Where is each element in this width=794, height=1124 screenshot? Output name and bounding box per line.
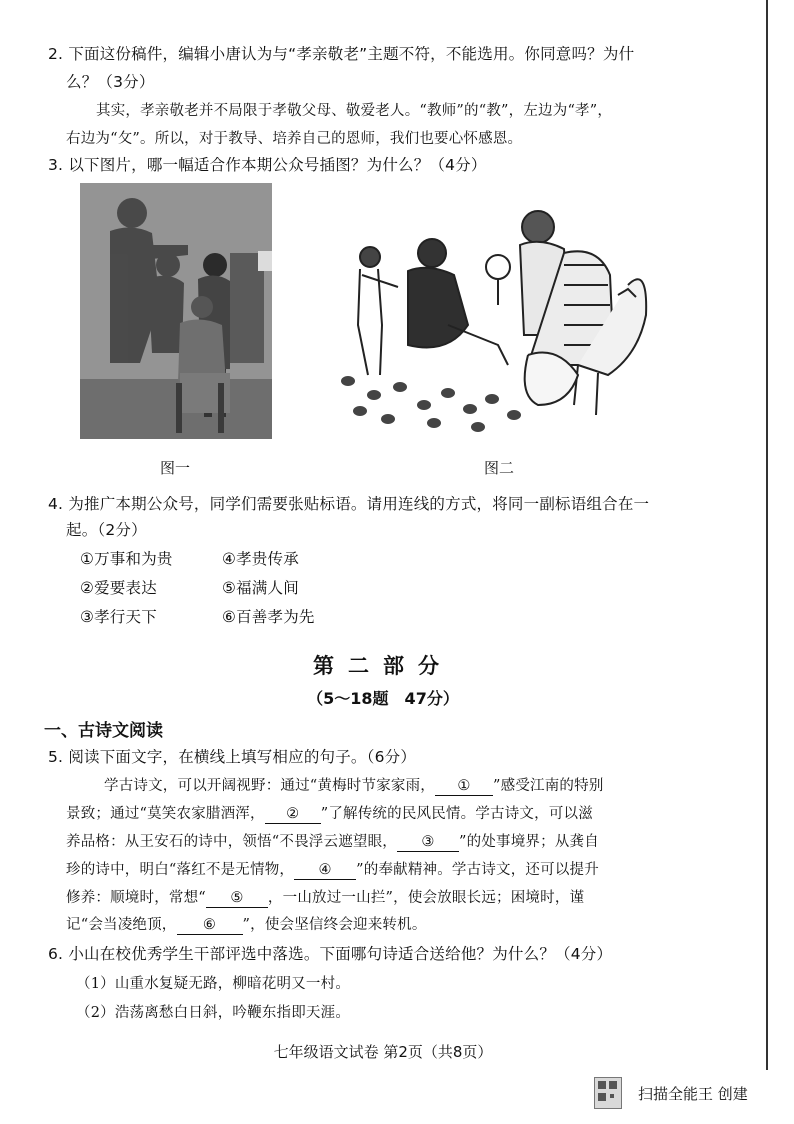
q5-passage-line4: 珍的诗中，明白“落红不是无情物， ④ ”的奉献精神。学古诗文，还可以提升 (66, 862, 599, 878)
answer-blank-1[interactable]: ① (435, 779, 493, 796)
q5-passage-line5: 修养：顺境时，常想“ ⑤ ，一山放过一山拦”，使会放眼长远；困境时，谨 (66, 890, 585, 906)
answer-blank-3[interactable]: ③ (397, 835, 459, 852)
figure-1-image (80, 183, 272, 439)
section-heading-classical-poetry: 一、古诗文阅读 (44, 721, 163, 741)
answer-blank-4[interactable]: ④ (294, 863, 356, 880)
slogan-left-2: ②爱要表达 (80, 579, 157, 597)
q2-passage-line1: 其实，孝亲敬老并不局限于孝敬父母、敬爱老人。“教师”的“教”，左边为“孝”， (96, 103, 613, 119)
qr-code-icon (594, 1077, 622, 1109)
q4-stem-line2: 起。（2分） (66, 521, 147, 539)
slogan-right-5: ⑤福满人间 (222, 579, 299, 597)
q3-stem: 3. 以下图片，哪一幅适合作本期公众号插图？为什么？（4分） (48, 156, 487, 174)
page-border-line (766, 0, 768, 1070)
part-two-subtitle: （5～18题 47分） (307, 689, 459, 708)
figure-2-image (328, 205, 668, 437)
q2-stem-line1: 2. 下面这份稿件，编辑小唐认为与“孝亲敬老”主题不符，不能选用。你同意吗？为什 (48, 45, 635, 63)
slogan-right-6: ⑥百善孝为先 (222, 608, 315, 626)
q6-option-1: （1）山重水复疑无路，柳暗花明又一村。 (76, 976, 351, 992)
answer-blank-2[interactable]: ② (265, 807, 321, 824)
q5-stem: 5. 阅读下面文字，在横线上填写相应的句子。（6分） (48, 748, 417, 766)
q2-stem-line2: 么？（3分） (66, 73, 155, 91)
q2-passage-line2: 右边为“攵”。所以，对于教导、培养自己的恩师，我们也要心怀感恩。 (66, 131, 523, 147)
figure-2-caption: 图二 (484, 459, 515, 477)
slogan-left-3: ③孝行天下 (80, 608, 157, 626)
scanner-app-label: 扫描全能王 创建 (638, 1084, 748, 1103)
answer-blank-5[interactable]: ⑤ (206, 891, 268, 908)
q4-stem-line1: 4. 为推广本期公众号，同学们需要张贴标语。请用连线的方式，将同一副标语组合在一 (48, 495, 650, 513)
part-two-title: 第二部分 (313, 654, 453, 678)
slogan-left-1: ①万事和为贵 (80, 550, 173, 568)
q6-option-2: （2）浩荡离愁白日斜，吟鞭东指即天涯。 (76, 1005, 351, 1021)
q5-passage-line6: 记“会当凌绝顶， ⑥ ”，使会坚信终会迎来转机。 (66, 917, 427, 933)
q6-stem: 6. 小山在校优秀学生干部评选中落选。下面哪句诗适合送给他？为什么？（4分） (48, 945, 613, 963)
q5-passage-line2: 景致；通过“莫笑农家腊酒浑， ② ”了解传统的民风民情。学古诗文，可以滋 (66, 806, 593, 822)
answer-blank-6[interactable]: ⑥ (177, 918, 243, 935)
figure-1-caption: 图一 (160, 459, 191, 477)
scanner-watermark (594, 1076, 748, 1110)
q5-passage-line1: 学古诗文，可以开阔视野：通过“黄梅时节家家雨， ① ”感受江南的特别 (104, 778, 604, 794)
page-footer: 七年级语文试卷 第2页（共8页） (273, 1043, 493, 1061)
q5-passage-line3: 养品格：从王安石的诗中，领悟“不畏浮云遮望眼， ③ ”的处事境界；从龚自 (66, 834, 599, 850)
slogan-right-4: ④孝贵传承 (222, 550, 299, 568)
